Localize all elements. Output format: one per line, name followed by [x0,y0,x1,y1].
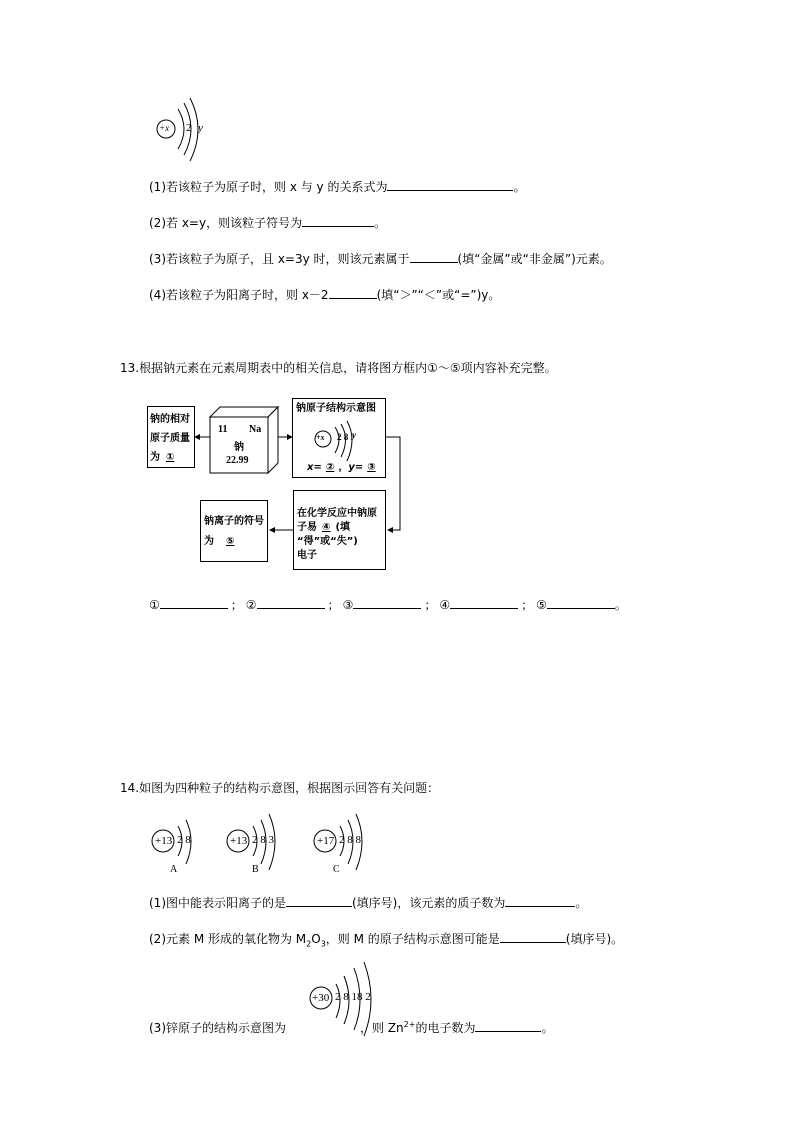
q13-reaction-suffix: (填 [335,522,351,533]
q13-ion-line1: 钠离子的符号 [204,516,264,527]
q14-item-3-text: (3)锌原子的结构示意图为 [149,1021,286,1035]
q14-title: 14.如图为四种粒子的结构示意图，根据图示回答有关问题： [120,781,440,795]
q14-item-1-mid: (填序号)，该元素的质子数为 [352,896,506,910]
q12-item-1-end: 。 [513,180,526,194]
q13-answer-4-label: ④ [439,598,451,612]
q14-a-label: A [170,864,178,875]
q14-item-3 [149,1017,553,1036]
q13-structure-title: 钠原子结构示意图 [296,403,376,414]
q13-answer-5-blank[interactable] [547,596,615,609]
q13-mass-box [147,406,195,468]
q13-ion-prefix: 为 [204,536,214,547]
q13-answer-5-label: ⑤ [536,598,547,612]
q14-item-2-sub1: 2 [306,939,312,949]
q13-mass-line2: 原子质量 [150,433,190,444]
q14-item-2-mid: ，则 M 的原子结构示意图可能是 [325,932,500,946]
q14-a-nucleus: +13 [155,835,173,847]
q13-reaction-prefix: 子易 [297,522,317,533]
q14-item-1-blank-b[interactable] [505,894,575,907]
q12-item-4-text: (4)若该粒子为阳离子时，则 x－2 [149,288,329,302]
q13-title: 13.根据钠元素在元素周期表中的相关信息，请将图方框内①～⑤项内容补充完整。 [120,361,557,375]
q13-reaction-line2 [297,521,350,535]
q13-y-mark: ③ [367,462,376,473]
q13-answer-end: 。 [614,598,627,612]
q14-b-shells: 2 8 3 [252,834,274,846]
q14-item-2-oxygen: O [311,932,321,946]
q13-answer-3-blank[interactable] [353,596,421,609]
q12-shell2-label: y [198,122,203,134]
q13-structure-xy: x= ② ，y= ③ [307,461,380,475]
q14-item-3-end: 。 [541,1021,554,1035]
q13-answer-2-blank[interactable] [257,596,325,609]
q14-item-1 [149,894,587,911]
q14-item-1-text: (1)图中能表示阳离子的是 [149,896,286,910]
q13-reaction-line4: 电子 [297,550,317,561]
q13-answer-4-blank[interactable] [450,596,518,609]
q14-c-label: C [333,864,340,875]
q12-item-2-end: 。 [374,216,387,230]
q13-y-label: y= [348,462,364,473]
q14-item-2-blank[interactable] [500,930,566,943]
q13-mass-prefix: 为 [150,452,160,463]
q13-x-label: x= [307,462,322,473]
q13-ion-mark: ⑤ [226,536,235,547]
q13-mass-line3 [150,451,180,465]
q13-answer-2-label: ② [245,598,257,612]
q13-mass-line1: 钠的相对 [150,414,190,425]
q13-ion-box [200,500,268,562]
q14-item-3-blank[interactable] [475,1019,541,1032]
q13-reaction-line3: “得”或“失”) [297,536,358,547]
q12-item-2-text: (2)若 x=y，则该粒子符号为 [149,216,303,230]
q13-reaction-mark: ④ [322,522,331,533]
q14-c-nucleus: +17 [317,835,335,847]
q12-shell1-label: 2 [186,122,192,134]
q13-structure-last: y [352,430,356,440]
q14-b-label: B [252,864,259,875]
q13-structure-shells: 2 8 [337,432,349,442]
q13-sep-4: ； [521,598,534,612]
q13-structure-nucleus: +x [316,433,325,442]
q13-x-mark: ② [325,462,335,473]
q13-structure-box [292,398,386,478]
q14-item-2 [149,930,623,952]
q13-atomic-number: 11 [218,424,228,435]
q13-ion-line2 [204,535,246,549]
q13-sep-3: ； [424,598,437,612]
q12-item-1-text: (1)若该粒子为原子时，则 x 与 y 的关系式为 [149,180,388,194]
q14-item-3-mid: ，则 Zn [360,1021,404,1035]
q13-element-symbol: Na [249,424,262,435]
q12-item-3-text: (3)若该粒子为原子，且 x=3y 时，则该元素属于 [149,252,410,266]
q13-answer-1-label: ① [149,598,160,612]
q14-item-1-end: 。 [575,896,588,910]
q14-item-2-text: (2)元素 M 形成的氧化物为 M [149,932,307,946]
q12-item-3-end: (填“金属”或“非金属”)元素。 [457,252,612,266]
q13-sep-2: ； [327,598,340,612]
q13-sep-1: ； [230,598,243,612]
q13-atomic-mass: 22.99 [226,455,249,466]
q13-answer-line [149,596,627,613]
q14-item-2-sub2: 3 [320,939,326,949]
q12-item-4-end: (填“＞”“＜”或“=”)y。 [376,288,501,302]
q14-zinc-nucleus: +30 [312,992,330,1004]
q14-c-shells: 2 8 8 [339,834,361,846]
q13-mass-mark: ① [166,452,175,463]
q13-reaction-box [293,490,386,570]
q14-b-nucleus: +13 [230,835,248,847]
q13-answer-1-blank[interactable] [160,596,228,609]
q14-item-1-blank-a[interactable] [286,894,352,907]
q13-answer-3-label: ③ [342,598,354,612]
q14-a-shells: 2 8 [177,834,191,846]
q13-element-name: 钠 [234,442,244,453]
q14-item-3-mid2: 的电子数为 [415,1021,476,1035]
q14-item-2-end: (填序号)。 [565,932,624,946]
q14-zinc-shells: 2 8 18 2 [335,991,371,1003]
q14-item-3-charge: 2+ [403,1020,416,1029]
q12-nucleus-label: +x [159,123,170,133]
q13-reaction-line1: 在化学反应中钠原 [297,508,377,519]
